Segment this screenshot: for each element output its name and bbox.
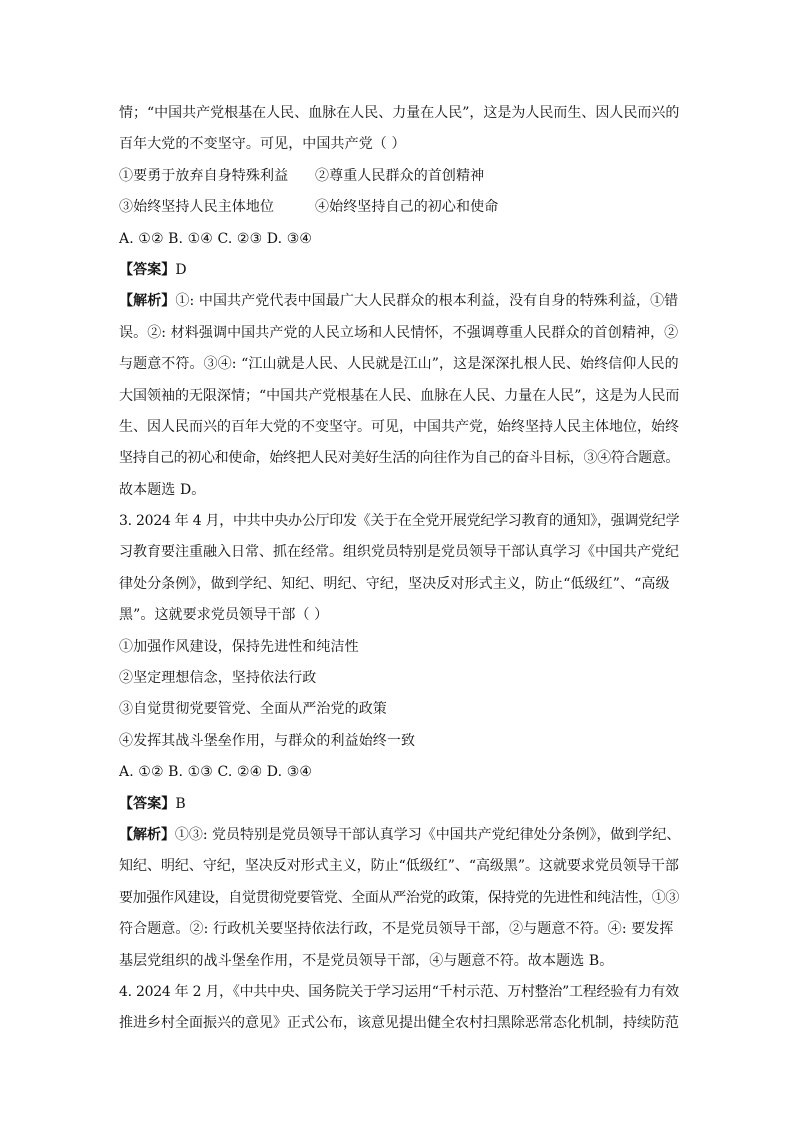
- q3-stem-line: 律处分条例》，做到学纪、知纪、明纪、守纪，坚决反对形式主义，防止“低级红”、“高级: [119, 575, 670, 592]
- q2-stem-line: 情；“中国共产党根基在人民、血脉在人民、力量在人民”，这是为人民而生、因人民而兴的: [119, 105, 680, 121]
- q2-analysis-line: 误。②: 材料强调中国共产党的人民立场和人民情怀，不强调尊重人民群众的首创精神，②: [119, 324, 679, 341]
- q2-options-row: [119, 161, 679, 192]
- document-page: [119, 98, 679, 1040]
- q3-option-3: ③自觉贯彻党要管党、全面从严治党的政策: [119, 701, 387, 718]
- analysis-text: ①③: 党员特别是党员领导干部认真学习《中国共产党纪律处分条例》，做到学纪、: [174, 826, 681, 843]
- q3-analysis-line: 基层党组织的战斗堡垒作用，不是党员领导干部，④与题意不符。故本题选 B。: [119, 952, 614, 969]
- q3-analysis-line: [119, 820, 679, 851]
- q4-stem-line: 4. 2024 年 2 月，《中共中央、国务院关于学习运用“千村示范、万村整治”工程经验有力有效: [119, 983, 679, 1000]
- analysis-tag: 【解析】: [119, 826, 175, 843]
- q2-analysis-line: [119, 286, 679, 317]
- answer-value: D: [175, 261, 187, 278]
- q3-answer: [119, 789, 679, 820]
- answer-value: B: [175, 795, 186, 812]
- analysis-text: ①: 中国共产党代表中国最广大人民群众的根本利益，没有自身的特殊利益，①错: [175, 293, 679, 310]
- q2-analysis-line: 故本题选 D。: [119, 481, 206, 498]
- q2-choices: A. ①② B. ①④ C. ②③ D. ③④: [119, 230, 312, 247]
- q2-stem-line: 百年大党的不变坚守。可见，中国共产党（ ）: [119, 136, 406, 153]
- q2-analysis-line: 坚持自己的初心和使命，始终把人民对美好生活的向往作为自己的奋斗目标，③④符合题意。: [119, 450, 680, 467]
- q2-answer: [119, 255, 679, 286]
- q2-option-4: ④始终坚持自己的初心和使命: [315, 199, 499, 216]
- q2-options-row: [119, 192, 679, 223]
- q2-option-2: ②尊重人民群众的首创精神: [315, 167, 485, 184]
- q4-stem-line: 推进乡村全面振兴的意见》正式公布，该意见提出健全农村扫黑除恶常态化机制，持续防范: [119, 1015, 679, 1032]
- analysis-tag: 【解析】: [119, 293, 176, 310]
- q3-stem-line: 黑”。这就要求党员领导干部（ ）: [119, 607, 329, 624]
- q3-choices: A. ①② B. ①③ C. ②④ D. ③④: [119, 764, 312, 781]
- q3-analysis-line: 符合题意。②: 行政机关要坚持依法行政，不是党员领导干部，②与题意不符。④: 要发挥: [119, 921, 674, 938]
- q2-analysis-line: 生、因人民而兴的百年大党的不变坚守。可见，中国共产党，始终坚持人民主体地位，始终: [119, 418, 679, 435]
- q3-analysis-line: 知纪、明纪、守纪，坚决反对形式主义，防止“低级红”、“高级黑”。这就要求党员领导干部: [119, 858, 679, 875]
- q2-option-1: ①要勇于放弃自身特殊利益: [119, 167, 289, 184]
- answer-tag: 【答案】: [119, 795, 176, 812]
- q3-option-1: ①加强作风建设，保持先进性和纯洁性: [119, 638, 359, 655]
- q3-stem-line: 3. 2024 年 4 月，中共中央办公厅印发《关于在全党开展党纪学习教育的通知》，强调党纪学: [119, 513, 680, 530]
- q2-option-3: ③始终坚持人民主体地位: [119, 199, 275, 216]
- q3-option-2: ②坚定理想信念，坚持依法行政: [119, 670, 317, 687]
- q3-option-4: ④发挥其战斗堡垒作用，与群众的利益始终一致: [119, 732, 416, 749]
- answer-tag: 【答案】: [119, 261, 176, 278]
- q3-stem-line: 习教育要注重融入日常、抓在经常。组织党员特别是党员领导干部认真学习《中国共产党纪: [119, 544, 679, 561]
- q2-analysis-line: 大国领袖的无限深情；“中国共产党根基在人民、血脉在人民、力量在人民”，这是为人民而: [119, 387, 680, 404]
- q2-analysis-line: 与题意不符。③④: “江山就是人民、人民就是江山”，这是深深扎根人民、始终信仰人民的: [119, 356, 679, 373]
- q3-analysis-line: 要加强作风建设，自觉贯彻党要管党、全面从严治党的政策，保持党的先进性和纯洁性，①③: [119, 889, 680, 906]
